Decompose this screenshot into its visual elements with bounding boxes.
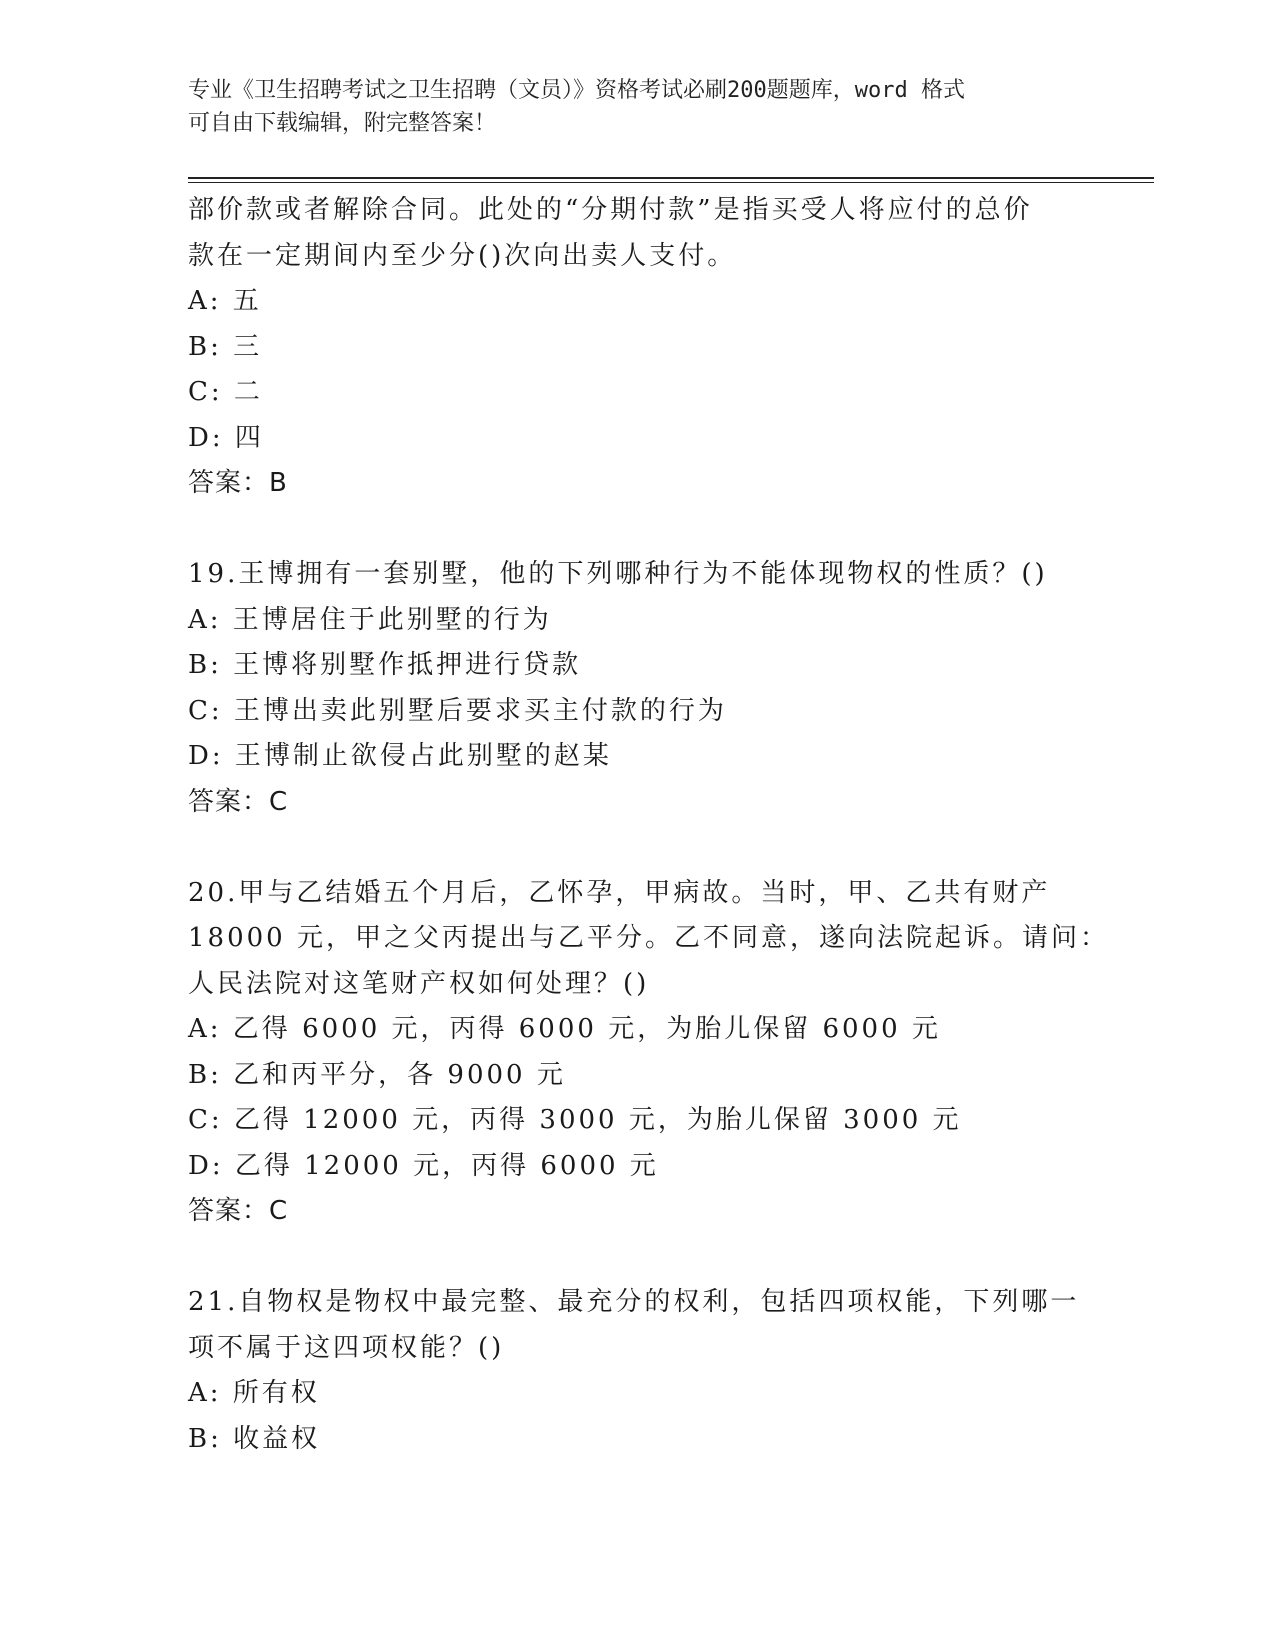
spacer [188,825,1088,871]
option-c: C: 乙得 12000 元，丙得 3000 元，为胎儿保留 3000 元 [188,1105,962,1135]
option-a: A: 所有权 [188,1378,320,1408]
option-c: C: 二 [188,377,263,407]
spacer [188,507,1088,553]
header-title-line-2: 可自由下载编辑，附完整答案！ [188,111,497,136]
header-divider-thick [188,177,1154,179]
question-19 [188,552,1088,825]
document-body [188,188,1109,1462]
option-d: D: 王博制止欲侵占此别墅的赵某 [188,741,612,771]
page-header [188,74,1068,140]
answer-line: 答案：C [188,1196,289,1226]
question-text-line: 款在一定期间内至少分()次向出卖人支付。 [188,240,737,271]
option-b: B: 乙和丙平分，各 9000 元 [188,1059,566,1090]
question-18-continued [188,188,1088,507]
spacer [188,1235,1088,1281]
option-a: A: 五 [188,286,262,316]
option-a: A: 乙得 6000 元，丙得 6000 元，为胎儿保留 6000 元 [188,1014,941,1044]
option-d: D: 四 [188,422,264,453]
question-text-line: 人民法院对这笔财产权如何处理？() [188,968,650,999]
question-20 [188,871,1109,1235]
option-b: B: 王博将别墅作抵押进行贷款 [188,650,582,680]
question-text-line: 19.王博拥有一套别墅，他的下列哪种行为不能体现物权的性质？() [188,559,1048,589]
question-text-line: 18000 元，甲之父丙提出与乙平分。乙不同意，遂向法院起诉。请问： [188,923,1109,953]
answer-line: 答案：C [188,786,289,817]
question-text-line: 20.甲与乙结婚五个月后，乙怀孕，甲病故。当时，甲、乙共有财产 [188,877,1051,908]
question-text-line: 部价款或者解除合同。此处的“分期付款”是指买受人将应付的总价 [188,195,1033,225]
question-21 [188,1280,1088,1462]
option-a: A: 王博居住于此别墅的行为 [188,604,552,635]
header-divider-thin [188,182,1154,183]
option-d: D: 乙得 12000 元，丙得 6000 元 [188,1150,659,1181]
question-text-line: 项不属于这四项权能？() [188,1332,505,1363]
header-title-line-1: 专业《卫生招聘考试之卫生招聘（文员）》资格考试必刷200题题库，word 格式 [188,78,965,103]
option-b: B: 三 [188,331,263,362]
option-b: B: 收益权 [188,1423,321,1454]
answer-line: 答案：B [188,468,288,498]
option-c: C: 王博出卖此别墅后要求买主付款的行为 [188,695,727,726]
question-text-line: 21.自物权是物权中最完整、最充分的权利，包括四项权能，下列哪一 [188,1287,1080,1317]
